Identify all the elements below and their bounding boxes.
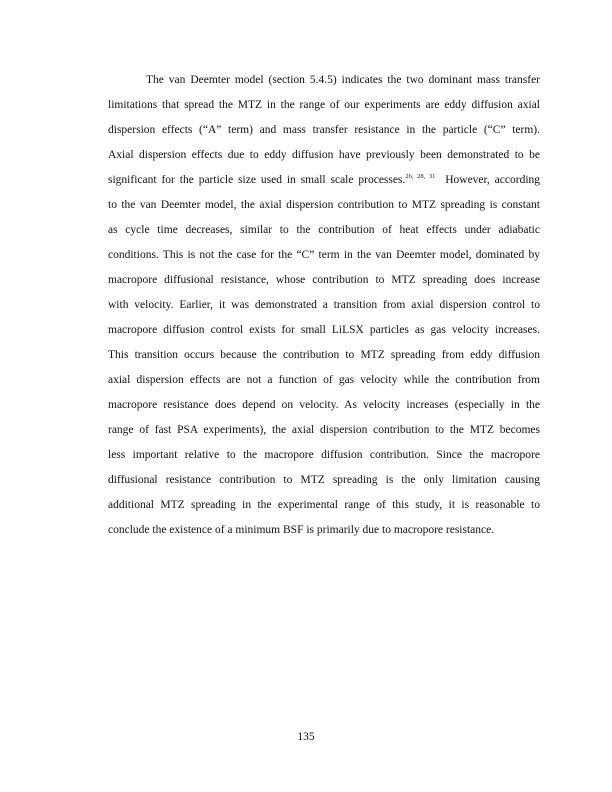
paragraph-line: additional MTZ spreading in the experimental range of this study, it is reasonable to xyxy=(108,499,540,511)
line-text: However, according xyxy=(435,174,541,186)
paragraph-line: macropore diffusion control exists for small LiLSX particles as gas velocity increases. xyxy=(108,324,540,336)
paragraph-line: macropore resistance does depend on velocity. As velocity increases (especially in the xyxy=(108,399,540,411)
paragraph-line: limitations that spread the MTZ in the range of our experiments are eddy diffusion axial xyxy=(108,99,540,111)
body-paragraph xyxy=(108,68,540,543)
paragraph-line: less important relative to the macropore diffusion contribution. Since the macropore xyxy=(108,449,540,461)
paragraph-line: with velocity. Earlier, it was demonstrated a transition from axial dispersion control to xyxy=(108,299,540,311)
paragraph-line: macropore diffusional resistance, whose contribution to MTZ spreading does increase xyxy=(108,274,540,286)
paragraph-line: conclude the existence of a minimum BSF is primarily due to macropore resistance. xyxy=(108,524,495,536)
line-text: significant for the particle size used in small scale processes. xyxy=(108,174,406,186)
paragraph-line: to the van Deemter model, the axial dispersion contribution to MTZ spreading is constant xyxy=(108,199,540,211)
paragraph-line: range of fast PSA experiments), the axial dispersion contribution to the MTZ becomes xyxy=(108,424,540,436)
paragraph-line: diffusional resistance contribution to MTZ spreading is the only limitation causing xyxy=(108,474,540,486)
paragraph-line: dispersion effects (“A” term) and mass transfer resistance in the particle (“C” term). xyxy=(108,124,540,136)
paragraph-line: This transition occurs because the contribution to MTZ spreading from eddy diffusion xyxy=(108,349,540,361)
paragraph-line: The van Deemter model (section 5.4.5) indicates the two dominant mass transfer xyxy=(146,74,540,86)
page-number: 135 xyxy=(297,731,315,743)
paragraph-line: Axial dispersion effects due to eddy diffusion have previously been demonstrated to be xyxy=(108,149,540,161)
citation-superscript: 26, 28, 31 xyxy=(405,173,436,180)
paragraph-line: conditions. This is not the case for the “C” term in the van Deemter model, dominated by xyxy=(108,249,540,261)
paragraph-line-with-citation xyxy=(108,168,540,193)
paragraph-line: axial dispersion effects are not a function of gas velocity while the contribution from xyxy=(108,374,540,386)
paragraph-line: as cycle time decreases, similar to the contribution of heat effects under adiabatic xyxy=(108,224,540,236)
